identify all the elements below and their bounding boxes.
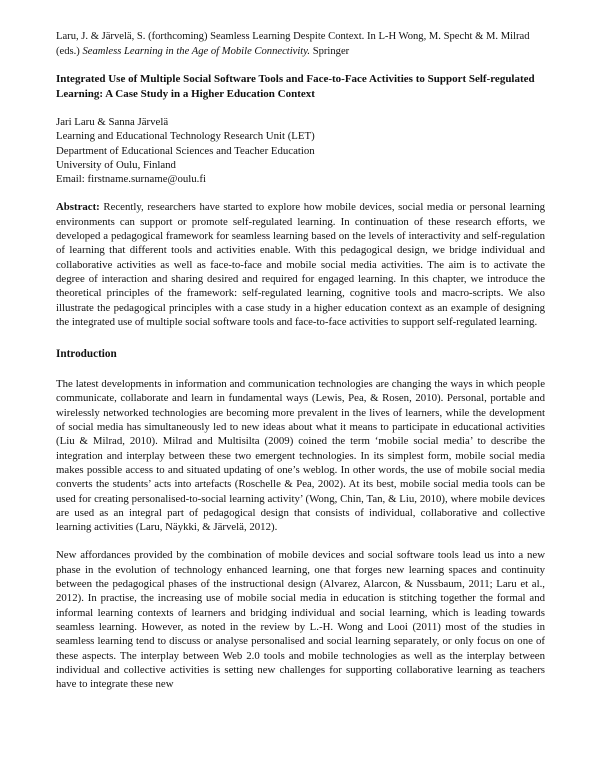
abstract-label: Abstract: [56, 201, 100, 214]
author-department: Department of Educational Sciences and Teacher Education [56, 144, 315, 157]
citation [56, 30, 545, 59]
author-email: Email: firstname.surname@oulu.fi [56, 173, 206, 186]
publisher: Springer [312, 45, 350, 57]
section-heading-introduction: Introduction [56, 348, 117, 361]
citation-text: Laru, J. & Järvelä, S. (forthcoming) Seamless Learning Despite Context. In L-H Wong, M. Specht & M. Milrad (eds.) [56, 31, 530, 57]
book-title: Seamless Learning in the Age of Mobile Connectivity. [82, 45, 311, 57]
author-names: Jari Laru & Sanna Järvelä [56, 116, 169, 128]
abstract-text: Recently, researchers have started to explore how mobile devices, social media or personal learning environments can support or promote self-regulated learning. In continuation of these research efforts, we developed a pedagogical framework for seamless learning based on the levels of interactivity and self-regulation of learning that different tools and activities enable. With this pedagogical design, we bridge individual and collaborative activities as well as face-to-face and mobile social media activities. The aim is to activate the degree of interaction and sharing desired and required for engaged learning. In this chapter, we introduce the theoretical principles of the framework: self-regulated learning, cognitive tools and macro-scripts. We also illustrate the pedagogical principles with a case study in a higher education context as an example of designing the integrated use of multiple social software tools and face-to-face activities to support self-regulated learning. [56, 201, 546, 328]
paper-title: Integrated Use of Multiple Social Software Tools and Face-to-Face Activities to Support Self-regulated Learning: A Case Study in a Higher Education Context [56, 73, 535, 100]
author-university: University of Oulu, Finland [56, 158, 176, 171]
author-unit: Learning and Educational Technology Research Unit (LET) [56, 130, 315, 143]
abstract [56, 200, 545, 329]
body-paragraph: New affordances provided by the combination of mobile devices and social software tools lead us into a new phase in the evolution of technology enhanced learning, one that forges new learning spaces and continuity between the pedagogical phases of the instructional design (Alvarez, Alarcon, & Nussbaum, 2011; Laru et al., 2012). In practise, the increasing use of mobile social media in education is stitching together the formal and informal learning contexts of learners and bridging individual and social learning, which is leading towards seamless learning. However, as noted in the review by L.-H. Wong and Looi (2011) most of the studies in seamless learning tend to discuss or analyse personalised and social learning separately, or only focus on one of these aspects. The interplay between Web 2.0 tools and mobile technologies as well as the interplay between individual and collective activities is setting new challenges for supporting collaborative learning as teachers have to integrate these new [56, 549, 545, 691]
author-block [56, 115, 545, 186]
body-paragraph: The latest developments in information and communication technologies are changing the ways in which people communicate, collaborate and learn in fundamental ways (Lewis, Pea, & Rosen, 2010). Personal, portable and wirelessly networked technologies are becoming more prevalent in the lives of learners, while the development of social media has simultaneously led to new ideas about what it means to participate in educational activities (Liu & Milrad, 2010). Milrad and Multisilta (2009) coined the term ‘mobile social media’ to describe the integration and interplay between these two emergent technologies. In its simplest form, mobile social media makes possible access to and situated updating of one’s weblog. In other words, the use of mobile social media converts the students’ acts into artefacts (Roschelle & Pea, 2002). At its best, mobile social media tools can be used for creating personalised-to-social learning activity’ (Wong, Chin, Tan, & Liu, 2010), where mobile devices are used as an integral part of pedagogical design that consists of individual, collaborative and collective learning activities (Laru, Näykki, & Järvelä, 2012). [56, 378, 545, 534]
document-page [56, 30, 545, 705]
